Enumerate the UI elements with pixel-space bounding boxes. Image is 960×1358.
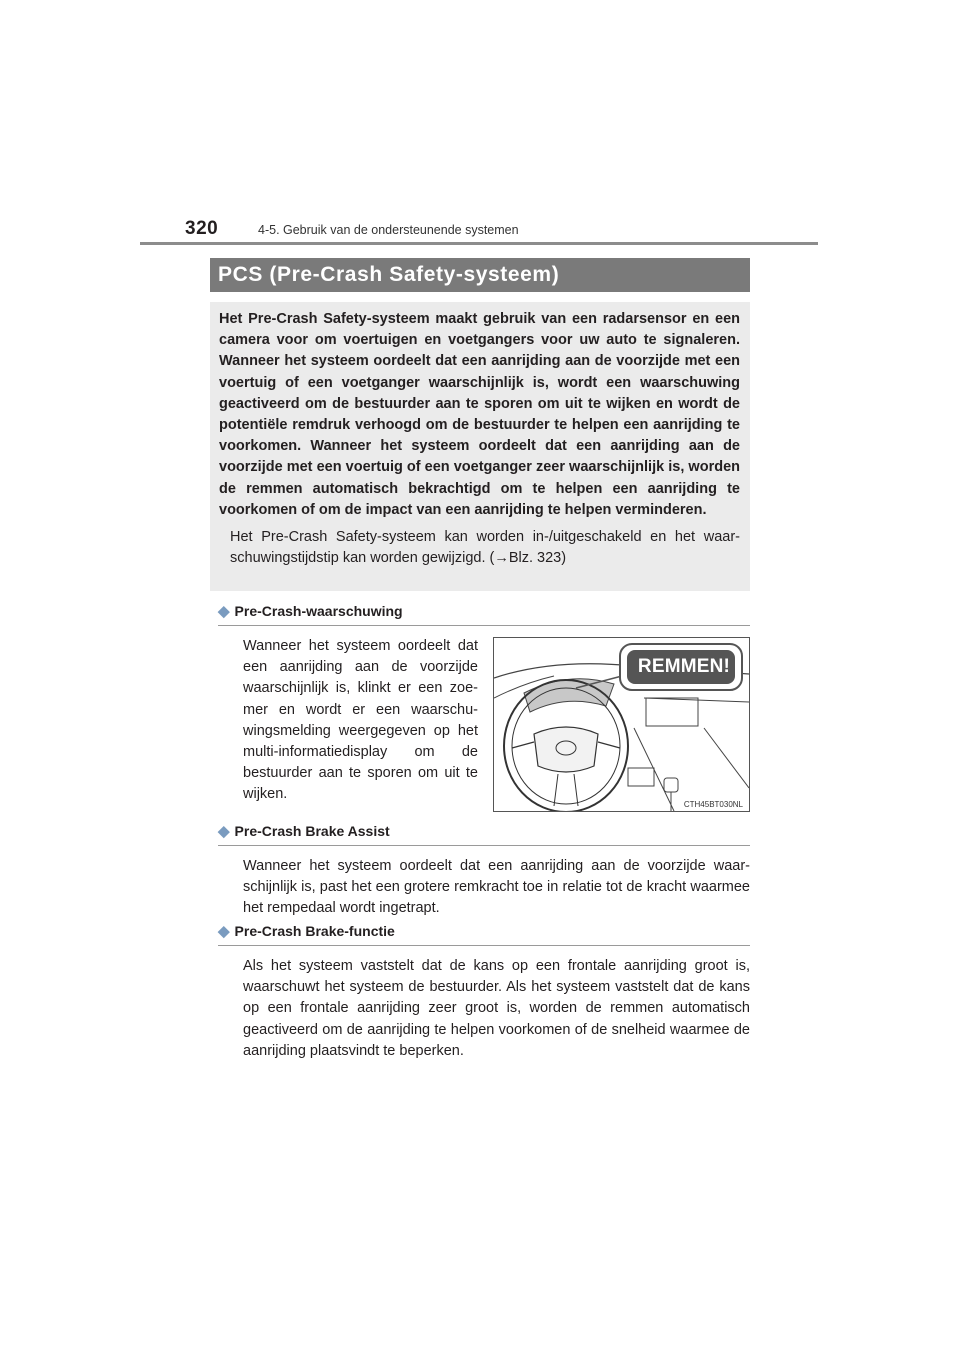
section-heading-label: Pre-Crash Brake Assist — [234, 823, 390, 839]
section-heading-brake-function — [218, 922, 750, 946]
diamond-bullet-icon: ◆ — [218, 823, 230, 840]
figure-code: CTH45BT030NL — [683, 800, 743, 809]
section-text-warning: Wanneer het systeem oordeelt dat een aanrijding aan de voorzijde waarschijnlijk is, klinkt er een zoemer en wordt er een waarschuwingsmelding weergegeven op het multi-informatiedisplay om de bestuurder aan te sporen om uit te wijken. — [243, 638, 478, 803]
section-text-brake-function: Als het systeem vaststelt dat de kans op een frontale aanrijding groot is, waarschuwt het systeem de bestuurder. Als het systeem vaststelt dat de kans op een frontale aanrijding zeer groot is, worden de remmen automatisch geactiveerd om de aanrijding te helpen voorkomen of de snelheid waarmee de aanrijding plaatsvindt te beperken. — [243, 958, 750, 1059]
intro-note: Het Pre-Crash Safety-systeem kan worden in-/uitgeschakeld en het waarschuwingstijdstip kan worden gewijzigd. (→Blz. 323) — [230, 529, 740, 567]
warning-message: REMMEN! — [637, 656, 731, 677]
diamond-bullet-icon: ◆ — [218, 603, 230, 620]
section-reference: 4-5. Gebruik van de ondersteunende systemen — [258, 223, 519, 237]
section-heading-label: Pre-Crash-waarschuwing — [234, 603, 403, 619]
intro-box — [210, 302, 750, 591]
intro-summary: Het Pre-Crash Safety-systeem maakt gebruik van een radarsensor en een camera voor om voertuigen en voetgangers voor uw auto te signaleren. Wanneer het systeem oordeelt dat een aanrijding aan de voorzijde met een voertuig of een voetganger waarschijnlijk is, wordt een waarschuwing geactiveerd om de bestuurder aan te sporen om uit te wijken en wordt de potentiële remdruk verhoogd om de bestuurder te helpen een aanrijding te voorkomen. Wanneer het systeem oordeelt dat een aanrijding aan de voorzijde met een voertuig of een voetganger zeer waarschijnlijk is, worden de remmen automatisch bekrachtigd om te helpen een aanrijding te voorkomen of om de impact van een aanrijding te helpen verminderen. — [219, 311, 740, 518]
section-heading-label: Pre-Crash Brake-functie — [234, 923, 395, 939]
header-rule — [140, 242, 818, 245]
section-text-brake-assist: Wanneer het systeem oordeelt dat een aanrijding aan de voorzijde waarschijnlijk is, past het een grotere remkracht toe in relatie tot de kracht waarmee het rempedaal wordt ingetrapt. — [243, 858, 750, 917]
diamond-bullet-icon: ◆ — [218, 923, 230, 940]
section-heading-brake-assist — [218, 822, 750, 846]
page-title: PCS (Pre-Crash Safety-systeem) — [210, 258, 750, 292]
section-heading-warning — [218, 602, 750, 626]
page-number: 320 — [185, 218, 219, 239]
